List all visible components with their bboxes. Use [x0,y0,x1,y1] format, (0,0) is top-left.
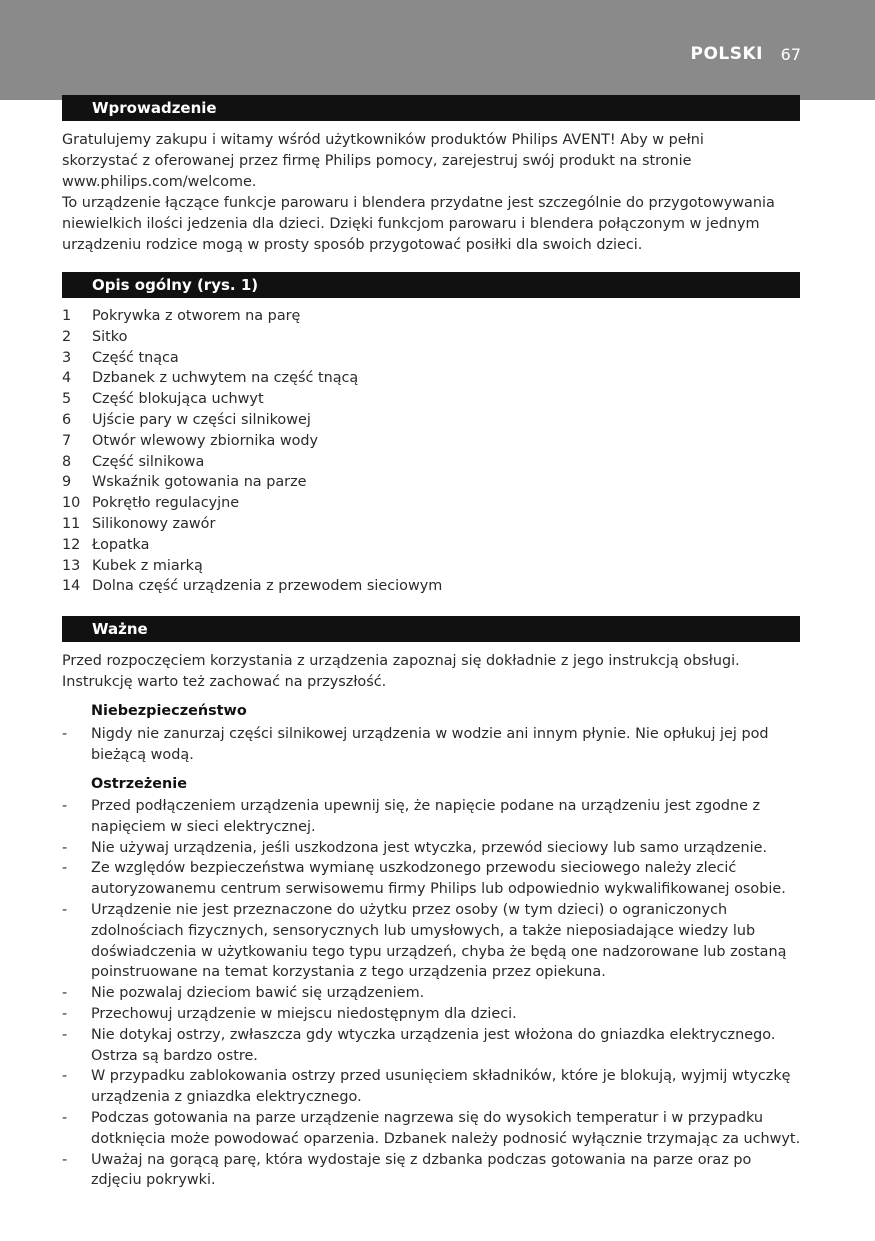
bullet-text: W przypadku zablokowania ostrzy przed usunięciem składników, które je blokują, wyjmij wtyczkę urządzenia z gniazdka elektrycznego. [91,1068,791,1106]
parts-item-number: 11 [62,515,81,532]
bullet-item [62,838,802,859]
parts-item-number: 14 [62,578,81,595]
parts-item-label: Kubek z miarką [92,557,203,574]
warning-heading: Ostrzeżenie [91,776,187,792]
parts-item-number: 9 [62,474,72,491]
parts-item-number: 10 [62,495,81,512]
parts-item-label: Sitko [92,328,128,345]
parts-item-number: 7 [62,432,72,449]
parts-list-item [62,327,442,348]
bullet-text: Nigdy nie zanurzaj części silnikowej urządzenia w wodzie ani innym płynie. Nie opłukuj jej pod bieżącą wodą. [91,726,769,763]
parts-list-item [62,535,442,556]
parts-list-item [62,306,442,327]
bullet-item [62,1108,802,1150]
parts-item-label: Otwór wlewowy zbiornika wody [92,432,319,449]
page-number: 67 [780,45,801,64]
parts-item-label: Wskaźnik gotowania na parze [92,474,307,491]
bullet-text: Urządzenie nie jest przeznaczone do użytku przez osoby (w tym dzieci) o ograniczonych zdolnościach fizycznych, sensorycznych lub umysłowych, a także nieposiadające wiedzy lub doświadczenia w użytkowaniu tego typu urządzeń, chyba że będą one nadzorowane lub zostaną poinstruowane na temat korzystania z tego urządzenia przez opiekuna. [91,901,787,981]
bullet-dash: - [62,1151,68,1168]
parts-list [62,306,442,597]
bullet-item [62,858,802,900]
parts-item-number: 4 [62,370,72,387]
bullet-item [62,983,802,1004]
parts-list-item [62,389,442,410]
bullet-item [62,1150,802,1192]
bullet-dash: - [62,1068,68,1085]
bullet-item [62,1004,802,1025]
bullet-dash: - [62,798,68,814]
parts-item-label: Część blokująca uchwyt [92,391,264,408]
language-label: POLSKI [690,44,763,64]
warning-list [62,796,802,1191]
bullet-item [62,1025,802,1067]
bullet-dash: - [62,839,68,856]
parts-item-label: Silikonowy zawór [92,515,216,532]
important-intro-paragraph: Przed rozpoczęciem korzystania z urządzenia zapoznaj się dokładnie z jego instrukcją obsługi. Instrukcję warto też zachować na przyszłość. [62,653,740,690]
bullet-item [62,724,802,766]
bullet-text: Nie używaj urządzenia, jeśli uszkodzona jest wtyczka, przewód sieciowy lub samo urządzenie. [91,839,768,856]
parts-list-item [62,348,442,369]
parts-list-item [62,368,442,389]
parts-item-label: Pokrywka z otworem na parę [92,308,301,324]
bullet-dash: - [62,1026,68,1043]
bullet-text: Ze względów bezpieczeństwa wymianę uszkodzonego przewodu sieciowego należy zlecić autoryzowanemu centrum serwisowemu firmy Philips lub odpowiednio wykwalifikowanej osobie. [91,860,786,898]
section-heading-intro: Wprowadzenie [62,95,800,121]
bullet-item [62,1066,802,1108]
parts-item-label: Część tnąca [92,349,179,366]
bullet-item [62,900,802,983]
parts-item-label: Ujście pary w części silnikowej [92,411,311,428]
bullet-text: Nie pozwalaj dzieciom bawić się urządzeniem. [91,985,425,1002]
parts-item-number: 13 [62,557,81,574]
parts-item-number: 8 [62,453,72,470]
danger-list [62,724,802,766]
parts-list-item [62,431,442,452]
bullet-dash: - [62,901,68,918]
bullet-dash: - [62,985,68,1002]
parts-item-label: Dzbanek z uchwytem na część tnącą [92,370,359,387]
bullet-text: Przechowuj urządzenie w miejscu niedostępnym dla dzieci. [91,1005,517,1022]
parts-list-item [62,556,442,577]
intro-paragraph: Gratulujemy zakupu i witamy wśród użytkowników produktów Philips AVENT! Aby w pełni skorzystać z oferowanej przez firmę Philips pomocy, zarejestruj swój produkt na stronie www.philips.com/welcome. To urządzenie łączące funkcje parowaru i blendera przydatne jest szczególnie do przygotowywania niewielkich ilości jedzenia dla dzieci. Dzięki funkcjom parowaru i blendera połączonym w jednym urządzeniu rodzice mogą w prosty sposób przygotować posiłki dla swoich dzieci. [62,132,775,253]
parts-item-number: 5 [62,391,72,408]
parts-list-item [62,472,442,493]
page-header-band [0,0,875,100]
parts-list-item [62,493,442,514]
parts-item-number: 1 [62,308,72,324]
parts-item-number: 2 [62,328,72,345]
bullet-dash: - [62,860,68,877]
bullet-text: Przed podłączeniem urządzenia upewnij się, że napięcie podane na urządzeniu jest zgodne z napięciem w sieci elektrycznej. [91,798,761,835]
bullet-text: Uważaj na gorącą parę, która wydostaje się z dzbanka podczas gotowania na parze oraz po zdjęciu pokrywki. [91,1151,752,1189]
parts-item-number: 12 [62,536,81,553]
bullet-dash: - [62,726,68,742]
parts-list-item [62,410,442,431]
parts-item-number: 3 [62,349,72,366]
parts-item-number: 6 [62,411,72,428]
parts-item-label: Pokrętło regulacyjne [92,495,240,512]
section-heading-important: Ważne [62,616,800,642]
bullet-dash: - [62,1005,68,1022]
bullet-text: Podczas gotowania na parze urządzenie nagrzewa się do wysokich temperatur i w przypadku dotknięcia może powodować oparzenia. Dzbanek należy podnosić wyłącznie trzymając za uchwyt. [91,1109,801,1147]
bullet-dash: - [62,1109,68,1126]
parts-item-label: Część silnikowa [92,453,205,470]
section-heading-general-description: Opis ogólny (rys. 1) [62,272,800,298]
parts-item-label: Łopatka [92,536,150,553]
bullet-text: Nie dotykaj ostrzy, zwłaszcza gdy wtyczka urządzenia jest włożona do gniazdka elektrycznego. Ostrza są bardzo ostre. [91,1026,776,1064]
parts-list-item [62,452,442,473]
parts-item-label: Dolna część urządzenia z przewodem sieciowym [92,578,443,595]
bullet-item [62,796,802,838]
parts-list-item [62,514,442,535]
danger-heading: Niebezpieczeństwo [91,703,247,719]
parts-list-item [62,576,442,597]
